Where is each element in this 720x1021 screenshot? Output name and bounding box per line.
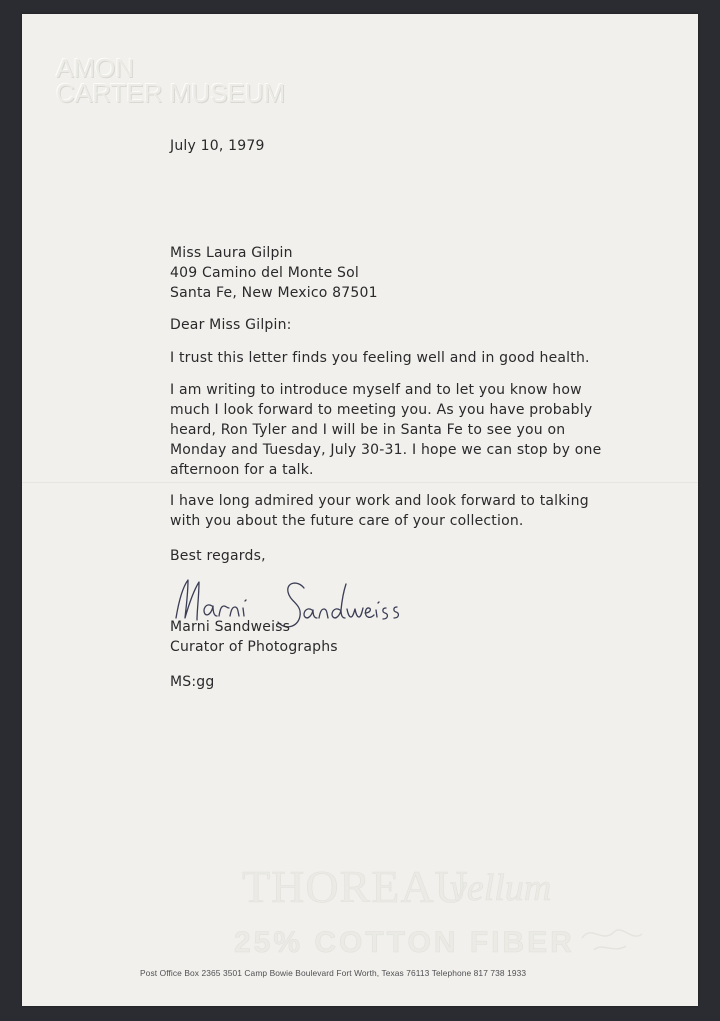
watermark-script: vellum (450, 867, 552, 909)
watermark-line-1: THOREAU (242, 861, 469, 912)
paragraph-2: I am writing to introduce myself and to let you know how much I look forward to meeting you. As you have probably heard, Ron Tyler and I will be in Santa Fe to see you on Monday and Tuesday, July 30-31. I hope we can stop by one afternoon for a talk. (170, 382, 602, 478)
recipient-address (170, 243, 378, 303)
closing: Best regards, (170, 548, 266, 564)
signer-title: Curator of Photographs (170, 639, 338, 655)
paragraph-3: I have long admired your work and look forward to talking with you about the future care of your collection. (170, 493, 589, 529)
recipient-name: Miss Laura Gilpin (170, 245, 293, 261)
typist-initials: MS:gg (170, 674, 215, 690)
letterhead-footer: Post Office Box 2365 3501 Camp Bowie Boulevard Fort Worth, Texas 76113 Telephone 817 738 1933 (140, 968, 527, 978)
letter-page (22, 14, 698, 1006)
letterhead-line-2: CARTER MUSEUM (56, 78, 286, 108)
fold-line (22, 482, 698, 483)
watermark-flourish-icon (582, 930, 642, 950)
salutation: Dear Miss Gilpin: (170, 317, 292, 333)
paragraph-1: I trust this letter finds you feeling well and in good health. (170, 350, 590, 366)
watermark-line-2: 25% COTTON FIBER (234, 926, 575, 959)
letterhead-embossed-logo (56, 53, 286, 108)
letter-date: July 10, 1979 (170, 138, 265, 154)
signer-block (170, 617, 338, 657)
paper-watermark (222, 854, 662, 964)
signer-name: Marni Sandweiss (170, 619, 291, 635)
letterhead-line-1: AMON (56, 53, 134, 83)
recipient-city: Santa Fe, New Mexico 87501 (170, 285, 378, 301)
recipient-street: 409 Camino del Monte Sol (170, 265, 359, 281)
